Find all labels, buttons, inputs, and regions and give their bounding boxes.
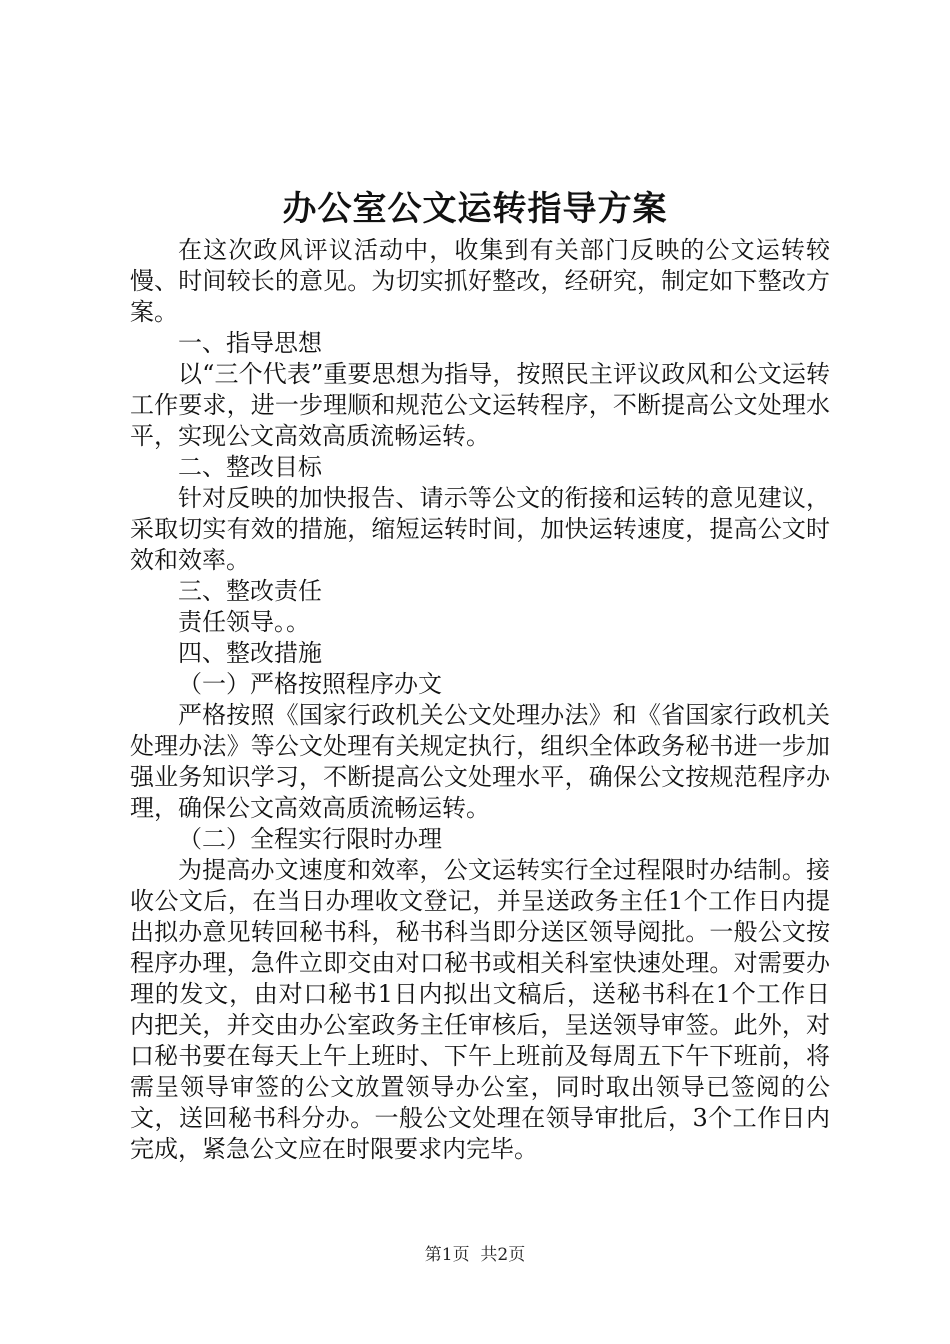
- section-heading-1: 一、指导思想: [178, 329, 322, 357]
- paragraph-time-limit: 为提高办文速度和效率，公文运转实行全过程限时办结制。接收公文后，在当日办理收文登记，并呈送政务主任1个工作日内提出拟办意见转回秘书科，秘书科当即分送区领导阅批。一般公文按程序办理，急件立即交由对口秘书或相关科室快速处理。对需要办理的发文，由对口秘书1日内拟出文稿后，送秘书科在1个工作日内把关，并交由办公室政务主任审核后，呈送领导审签。此外，对口秘书要在每天上午上班时、下午上班前及每周五下午下班前，将需呈领导审签的公文放置领导办公室，同时取出领导已签阅的公文，送回秘书科分办。一般公文处理在领导审批后，3个工作日内完成，紧急公文应在时限要求内完毕。: [130, 856, 830, 1163]
- document-title: 办公室公文运转指导方案: [282, 189, 668, 229]
- paragraph-intro: 在这次政风评议活动中，收集到有关部门反映的公文运转较慢、时间较长的意见。为切实抓好整改，经研究，制定如下整改方案。: [130, 236, 830, 326]
- subsection-heading-1: （一）严格按照程序办文: [178, 670, 442, 698]
- paragraph-responsibility: 责任领导。。: [178, 608, 310, 636]
- section-heading-2: 二、整改目标: [178, 453, 322, 481]
- page-total: 共2页: [480, 1245, 526, 1265]
- paragraph-guiding-thought: 以“三个代表”重要思想为指导，按照民主评议政风和公文运转工作要求，进一步理顺和规范公文运转程序，不断提高公文处理水平，实现公文高效高质流畅运转。: [130, 360, 830, 450]
- page-number: 第1页: [424, 1245, 470, 1265]
- document-body: [130, 235, 830, 1165]
- page-footer: [0, 1243, 950, 1267]
- paragraph-procedure: 严格按照《国家行政机关公文处理办法》和《省国家行政机关处理办法》等公文处理有关规定执行，组织全体政务秘书进一步加强业务知识学习，不断提高公文处理水平，确保公文按规范程序办理，确保公文高效高质流畅运转。: [130, 701, 830, 822]
- section-heading-4: 四、整改措施: [178, 639, 322, 667]
- section-heading-3: 三、整改责任: [178, 577, 322, 605]
- paragraph-goal: 针对反映的加快报告、请示等公文的衔接和运转的意见建议，采取切实有效的措施，缩短运转时间，加快运转速度，提高公文时效和效率。: [130, 484, 830, 574]
- subsection-heading-2: （二）全程实行限时办理: [178, 825, 442, 853]
